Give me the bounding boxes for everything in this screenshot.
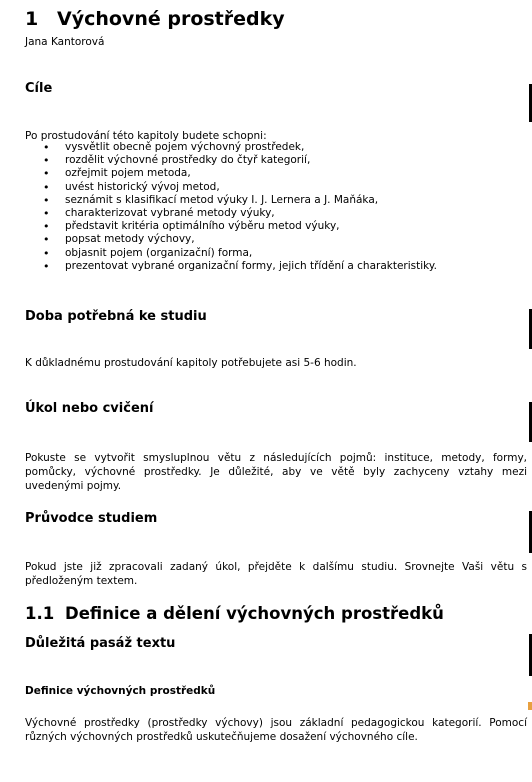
section-title: Definice a dělení výchovných prostředků — [65, 604, 444, 623]
list-item: • seznámit s klasifikací metod výuky I. J. Lernera a J. Maňáka, — [25, 194, 437, 207]
list-item: • uvést historický vývoj metod, — [25, 181, 437, 194]
study-time-text: K důkladnému prostudování kapitoly potřebujete asi 5-6 hodin. — [25, 357, 357, 369]
task-text: Pokuste se vytvořit smysluplnou větu z následujících pojmů: instituce, metody, formy, pomůcky, výchovné prostředky. Je důležité, aby ve větě byly zachyceny vztahy mezi uvedenými pojmy. — [25, 452, 527, 492]
section-number: 1.1 — [25, 604, 55, 623]
study-time-heading: Doba potřebná ke studiu — [25, 309, 207, 324]
list-item: • popsat metody výchovy, — [25, 233, 437, 246]
list-item: • rozdělit výchovné prostředky do čtyř kategorií, — [25, 154, 437, 167]
important-text: Výchovné prostředky (prostředky výchovy) jsou základní pedagogickou kategorií. Pomocí různých výchovných prostředků uskutečňujeme dosažení výchovného cíle. — [25, 717, 527, 743]
important-subheading: Definice výchovných prostředků — [25, 685, 216, 697]
section-heading — [25, 604, 444, 623]
guide-heading: Průvodce studiem — [25, 511, 158, 526]
chapter-number: 1 — [25, 8, 39, 30]
list-item: • objasnit pojem (organizační) forma, — [25, 247, 437, 260]
margin-marker-accent — [528, 702, 532, 710]
important-heading: Důležitá pasáž textu — [25, 636, 176, 651]
list-item: • vysvětlit obecně pojem výchovný prostředek, — [25, 141, 437, 154]
task-heading: Úkol nebo cvičení — [25, 401, 154, 416]
guide-text: Pokud jste již zpracovali zadaný úkol, přejděte k dalšímu studiu. Srovnejte Vaši větu s předloženým textem. — [25, 561, 527, 587]
list-item: • charakterizovat vybrané metody výuky, — [25, 207, 437, 220]
chapter-title: Výchovné prostředky — [57, 8, 285, 30]
list-item: • ozřejmit pojem metoda, — [25, 167, 437, 180]
goals-list — [25, 141, 437, 273]
list-item: • prezentovat vybrané organizační formy, jejich třídění a charakteristiky. — [25, 260, 437, 273]
goals-intro: Po prostudování této kapitoly budete schopni: — [25, 130, 267, 142]
chapter-heading — [25, 8, 285, 30]
list-item: • představit kritéria optimálního výběru metod výuky, — [25, 220, 437, 233]
goals-heading: Cíle — [25, 81, 53, 96]
author-name: Jana Kantorová — [25, 36, 105, 48]
